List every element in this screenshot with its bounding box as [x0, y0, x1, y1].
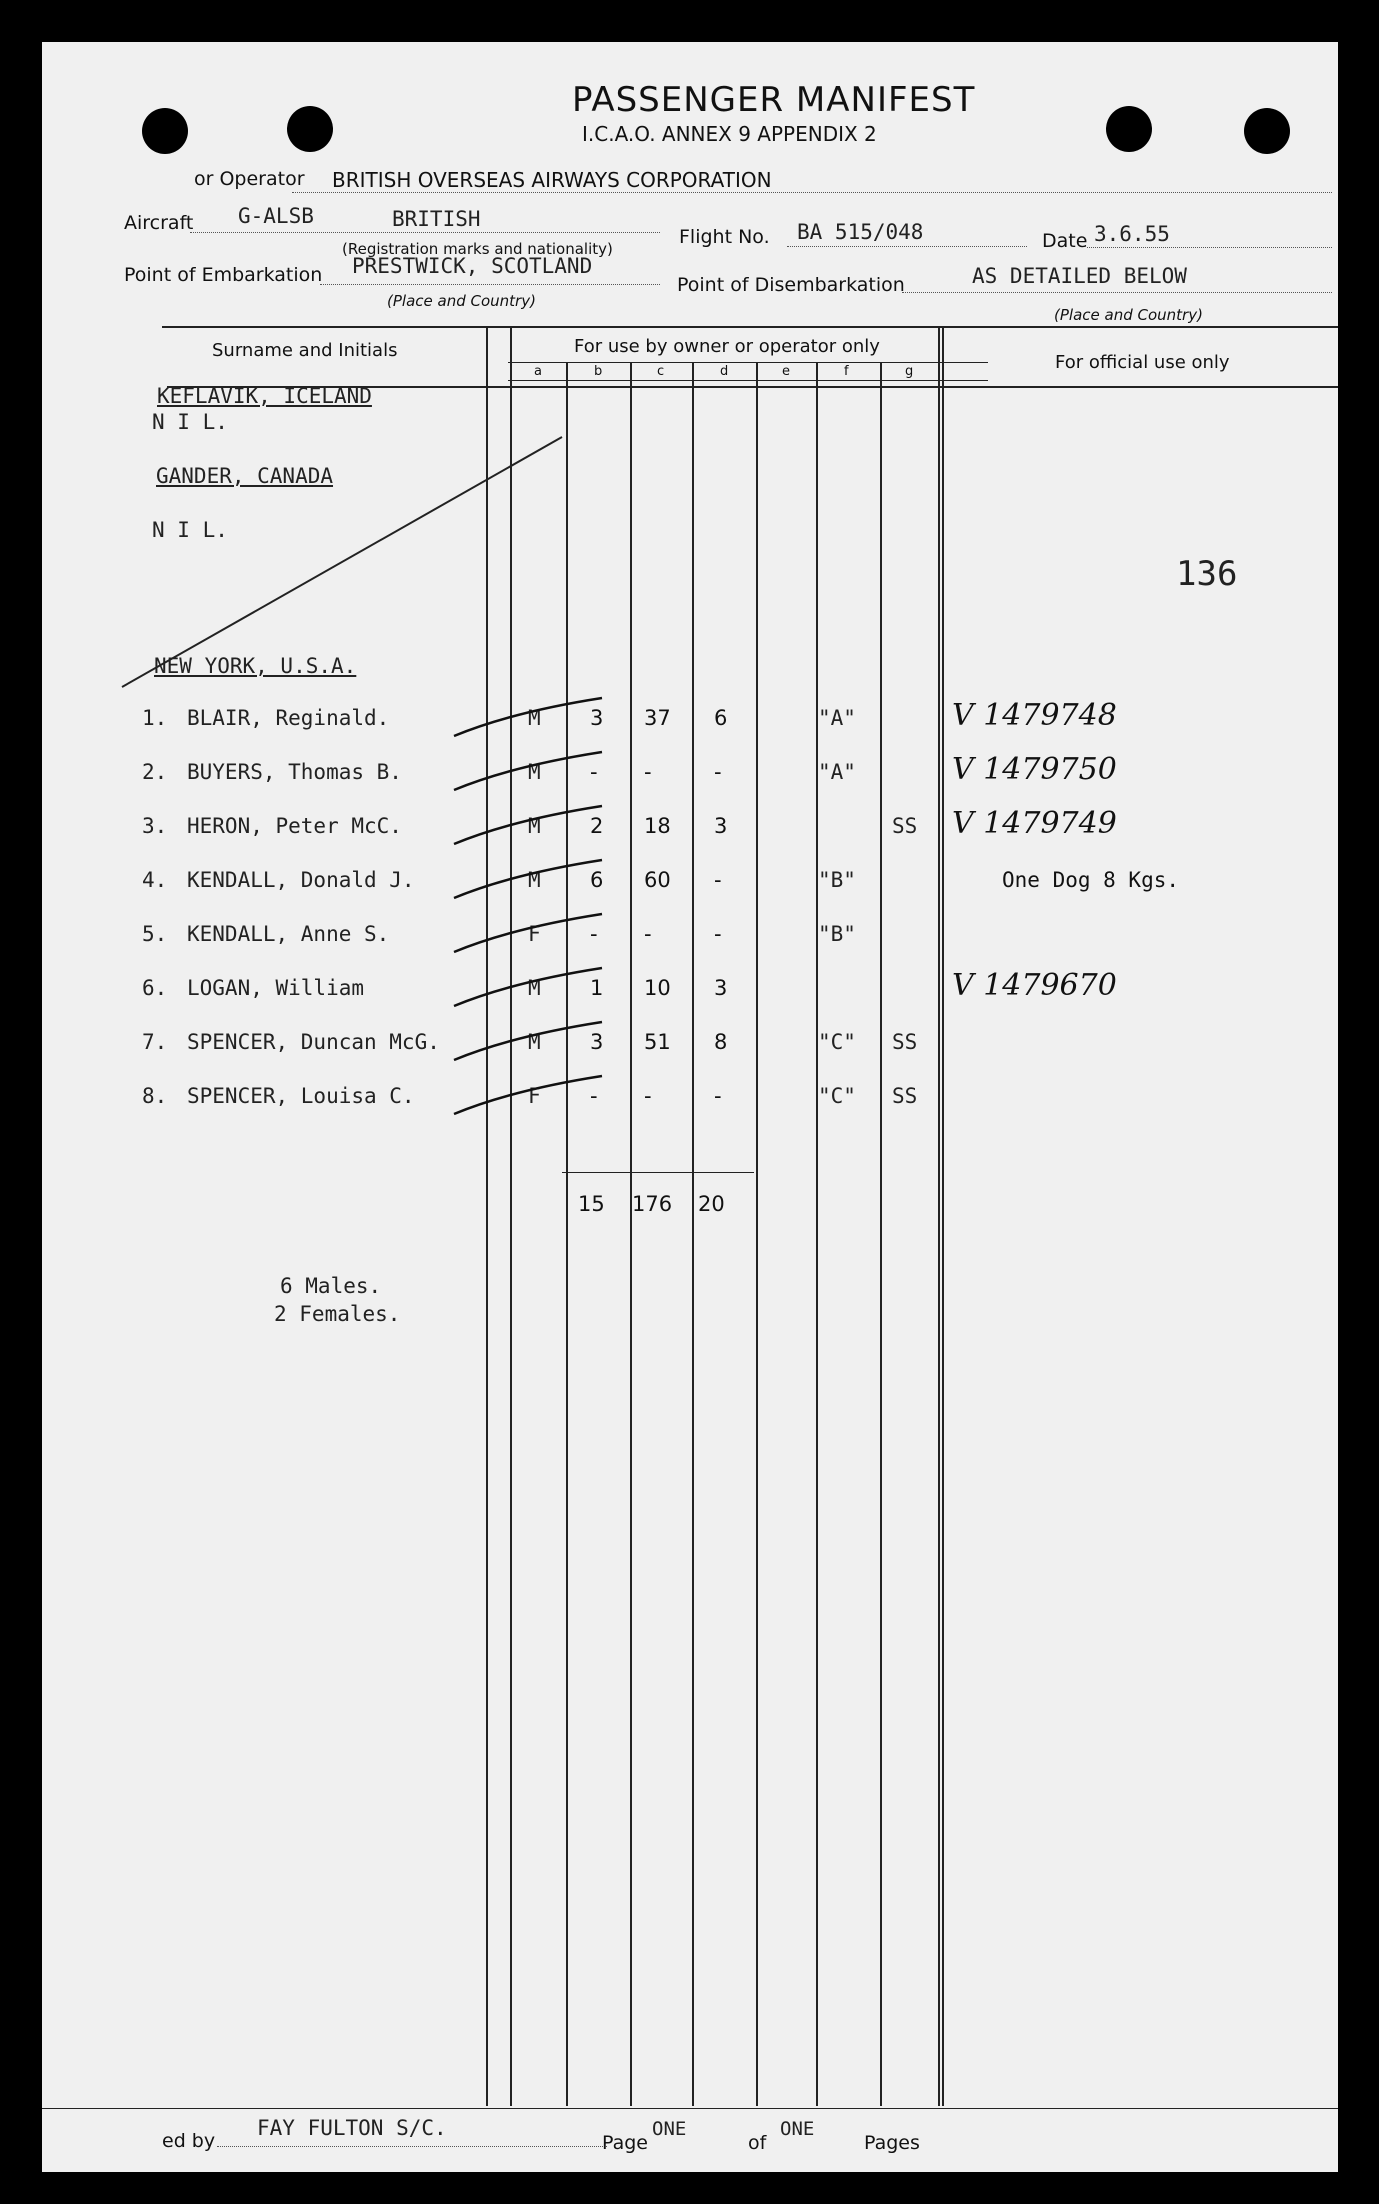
- passenger-c: 37: [644, 706, 671, 730]
- column-letter-c: c: [657, 364, 665, 379]
- stop-note: N I L.: [152, 410, 228, 434]
- passenger-c: 18: [644, 814, 671, 838]
- passenger-c: 10: [644, 976, 671, 1000]
- page-label: Page: [602, 2132, 648, 2154]
- passenger-b: 3: [590, 706, 604, 730]
- passenger-official: V 1479748: [952, 698, 1117, 733]
- flight-value: BA 515/048: [797, 220, 924, 244]
- pages-label: Pages: [864, 2132, 920, 2154]
- check-mark-icon: [452, 908, 612, 958]
- passenger-name: BLAIR, Reginald.: [187, 706, 390, 730]
- passenger-official: V 1479670: [952, 968, 1117, 1003]
- passenger-no: 6.: [142, 976, 168, 1000]
- nationality-value: BRITISH: [392, 207, 481, 231]
- passenger-name: KENDALL, Donald J.: [187, 868, 415, 892]
- passenger-b: -: [590, 760, 598, 784]
- signed-value: FAY FULTON S/C.: [257, 2116, 447, 2140]
- passenger-f: "B": [818, 922, 856, 946]
- passenger-a: M: [528, 760, 541, 784]
- column-letter-g: g: [905, 364, 914, 379]
- stop-place: KEFLAVIK, ICELAND: [157, 384, 372, 408]
- check-mark-icon: [452, 692, 612, 742]
- of-label: of: [748, 2132, 767, 2154]
- column-letter-e: e: [782, 364, 790, 379]
- aircraft-label: Aircraft: [124, 212, 194, 234]
- passenger-b: 2: [590, 814, 604, 838]
- aircraft-value: G-ALSB: [238, 204, 314, 228]
- passenger-name: LOGAN, William: [187, 976, 365, 1000]
- passenger-c: 51: [644, 1030, 671, 1054]
- document-subtitle: I.C.A.O. ANNEX 9 APPENDIX 2: [582, 122, 877, 146]
- passenger-name: BUYERS, Thomas B.: [187, 760, 402, 784]
- passenger-g: SS: [892, 1084, 918, 1108]
- check-mark-icon: [452, 746, 612, 796]
- passenger-a: F: [528, 1084, 541, 1108]
- passenger-b: 6: [590, 868, 604, 892]
- document-title: PASSENGER MANIFEST: [572, 80, 976, 120]
- of-value: ONE: [780, 2118, 815, 2140]
- passenger-official: One Dog 8 Kgs.: [1002, 868, 1180, 892]
- destination: NEW YORK, U.S.A.: [154, 654, 357, 678]
- total-b: 15: [578, 1192, 605, 1216]
- passenger-no: 3.: [142, 814, 168, 838]
- flight-label: Flight No.: [679, 226, 770, 248]
- official-use-header: For official use only: [1055, 352, 1230, 373]
- passenger-d: -: [714, 1084, 722, 1108]
- column-letter-d: d: [720, 364, 729, 379]
- check-mark-icon: [452, 962, 612, 1012]
- passenger-a: M: [528, 868, 541, 892]
- passenger-f: "B": [818, 868, 856, 892]
- passenger-d: 3: [714, 976, 728, 1000]
- column-letter-f: f: [844, 364, 849, 379]
- passenger-no: 7.: [142, 1030, 168, 1054]
- embarkation-note: (Place and Country): [387, 292, 536, 310]
- total-c: 176: [632, 1192, 673, 1216]
- passenger-f: "C": [818, 1084, 856, 1108]
- passenger-d: -: [714, 760, 722, 784]
- strike-line: [42, 42, 1338, 742]
- passenger-name: SPENCER, Louisa C.: [187, 1084, 415, 1108]
- date-label: Date: [1042, 230, 1088, 252]
- passenger-a: M: [528, 814, 541, 838]
- passenger-no: 8.: [142, 1084, 168, 1108]
- passenger-b: -: [590, 1084, 598, 1108]
- disembarkation-note: (Place and Country): [1054, 306, 1203, 324]
- passenger-a: M: [528, 706, 541, 730]
- manifest-paper: [42, 42, 1338, 2172]
- passenger-d: 8: [714, 1030, 728, 1054]
- passenger-f: "A": [818, 760, 856, 784]
- registration-note: (Registration marks and nationality): [342, 240, 613, 258]
- signed-label: ed by: [162, 2130, 216, 2152]
- passenger-d: 6: [714, 706, 728, 730]
- check-mark-icon: [452, 1070, 612, 1120]
- column-letter-b: b: [594, 364, 603, 379]
- passenger-d: -: [714, 868, 722, 892]
- passenger-f: "C": [818, 1030, 856, 1054]
- passenger-no: 5.: [142, 922, 168, 946]
- passenger-no: 2.: [142, 760, 168, 784]
- passenger-official: V 1479750: [952, 752, 1117, 787]
- disembarkation-label: Point of Disembarkation: [677, 274, 905, 296]
- passenger-name: HERON, Peter McC.: [187, 814, 402, 838]
- passenger-b: -: [590, 922, 598, 946]
- passenger-name: SPENCER, Duncan McG.: [187, 1030, 440, 1054]
- stop-place: GANDER, CANADA: [156, 464, 334, 488]
- passenger-no: 4.: [142, 868, 168, 892]
- passenger-a: M: [528, 976, 541, 1000]
- passenger-c: -: [644, 1084, 652, 1108]
- owner-use-header: For use by owner or operator only: [574, 336, 880, 357]
- date-value: 3.6.55: [1094, 222, 1170, 246]
- embarkation-value: PRESTWICK, SCOTLAND: [352, 254, 593, 278]
- passenger-d: -: [714, 922, 722, 946]
- check-mark-icon: [452, 854, 612, 904]
- disembarkation-value: AS DETAILED BELOW: [972, 264, 1187, 288]
- passenger-official: V 1479749: [952, 806, 1117, 841]
- total-d: 20: [698, 1192, 725, 1216]
- check-mark-icon: [452, 1016, 612, 1066]
- embarkation-label: Point of Embarkation: [124, 264, 323, 286]
- stop-note: N I L.: [152, 518, 228, 542]
- operator-value: BRITISH OVERSEAS AIRWAYS CORPORATION: [332, 168, 772, 192]
- passenger-name: KENDALL, Anne S.: [187, 922, 390, 946]
- passenger-a: F: [528, 922, 541, 946]
- passenger-c: -: [644, 922, 652, 946]
- column-letter-a: a: [534, 364, 542, 379]
- page-value: ONE: [652, 2118, 687, 2140]
- passenger-g: SS: [892, 814, 918, 838]
- operator-label: or Operator: [194, 168, 305, 190]
- passenger-d: 3: [714, 814, 728, 838]
- passenger-g: SS: [892, 1030, 918, 1054]
- passenger-b: 1: [590, 976, 604, 1000]
- males-count: 6 Males.: [280, 1274, 382, 1298]
- passenger-b: 3: [590, 1030, 604, 1054]
- passenger-f: "A": [818, 706, 856, 730]
- passenger-c: -: [644, 760, 652, 784]
- passenger-a: M: [528, 1030, 541, 1054]
- surname-column-header: Surname and Initials: [212, 340, 398, 361]
- check-mark-icon: [452, 800, 612, 850]
- passenger-no: 1.: [142, 706, 168, 730]
- passenger-c: 60: [644, 868, 671, 892]
- official-number: 136: [1176, 554, 1238, 594]
- females-count: 2 Females.: [274, 1302, 401, 1326]
